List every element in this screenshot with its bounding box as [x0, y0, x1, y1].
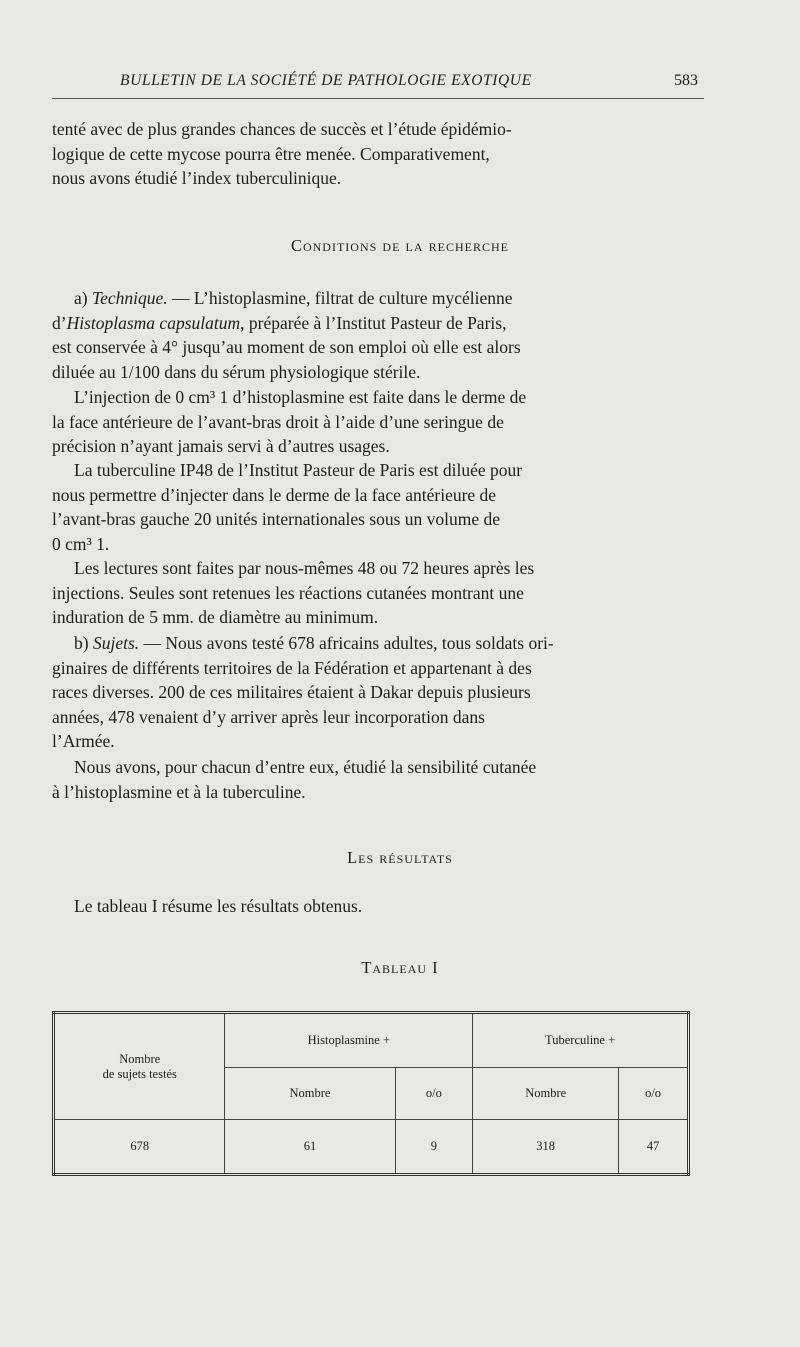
text-line: tenté avec de plus grandes chances de succès et l’étude épidémio-: [52, 119, 512, 139]
results-sentence: Le tableau I résume les résultats obtenus.: [74, 896, 363, 916]
running-header: [52, 72, 704, 99]
table-header-row: [54, 1013, 689, 1068]
dash: —: [139, 633, 166, 653]
table-title: Tableau I: [361, 958, 439, 977]
injection-paragraph: [52, 385, 698, 459]
table-row: [54, 1120, 689, 1175]
cell-tuber-pct: 47: [619, 1120, 689, 1175]
section-heading-resultats: Les résultats: [347, 848, 453, 867]
section-heading-conditions: Conditions de la recherche: [290, 236, 510, 255]
cell-subjects: 678: [54, 1120, 225, 1175]
subheader-nombre: Nombre: [473, 1067, 619, 1119]
text-line: Les lectures sont faites par nous-mêmes 48 ou 72 heures après les: [74, 558, 535, 578]
results-table-wrapper: [52, 1011, 690, 1176]
intro-paragraph: [52, 117, 698, 191]
header-subjects: [54, 1013, 225, 1120]
results-table: [52, 1011, 690, 1176]
subheader-pct: o/o: [395, 1067, 473, 1119]
text-line: logique de cette mycose pourra être menée. Comparativement,: [52, 143, 490, 164]
text-line: à l’histoplasmine et à la tuberculine.: [52, 781, 306, 802]
item-label: a): [74, 288, 88, 308]
text-line: nous permettre d’injecter dans le derme de la face antérieure de: [52, 484, 497, 505]
tuberculine-paragraph: [52, 458, 698, 556]
text-line: L’injection de 0 cm³ 1 d’histoplasmine est faite dans le derme de: [74, 387, 527, 407]
subheader-pct: o/o: [619, 1067, 689, 1119]
running-title: BULLETIN DE LA SOCIÉTÉ DE PATHOLOGIE EXOTIQUE: [120, 72, 532, 89]
text-line: l’avant-bras gauche 20 unités internationales sous un volume de: [52, 509, 501, 529]
lectures-paragraph: [52, 556, 698, 630]
item-label: b): [74, 633, 89, 653]
text-line: la face antérieure de l’avant-bras droit à l’aide d’une seringue de: [52, 411, 504, 432]
text-line: races diverses. 200 de ces militaires étaient à Dakar depuis plusieurs: [52, 682, 531, 702]
text-line: est conservée à 4° jusqu’au moment de son emploi où elle est alors: [52, 337, 521, 357]
text-line: l’Armée.: [52, 731, 115, 751]
text-line: Nous avons, pour chacun d’entre eux, étudié la sensibilité cutanée: [74, 757, 537, 777]
text-line: ginaires de différents territoires de la Fédération et appartenant à des: [52, 657, 532, 678]
text-fragment: L’histoplasmine, filtrat de culture mycélienne: [193, 288, 513, 308]
text-line: nous avons étudié l’index tuberculinique.: [52, 168, 342, 188]
text-line: précision n’ayant jamais servi à d’autres usages.: [52, 436, 390, 456]
text-line: 0 cm³ 1.: [52, 533, 110, 554]
text-line: [52, 631, 698, 656]
text-line: induration de 5 mm. de diamètre au minimum.: [52, 607, 379, 627]
item-title: Sujets.: [92, 633, 140, 653]
page-number: 583: [674, 72, 698, 89]
text-line: [52, 311, 698, 336]
text-fragment: Nous avons testé 678 africains adultes, tous soldats ori-: [165, 633, 554, 653]
text-fragment: d’: [52, 312, 67, 333]
text-line: La tuberculine IP48 de l’Institut Pasteur de Paris est diluée pour: [74, 460, 523, 480]
text-line: années, 478 venaient d’y arriver après leur incorporation dans: [52, 706, 485, 727]
header-tuberculine: Tuberculine +: [473, 1013, 689, 1068]
cell-tuber-nombre: 318: [473, 1120, 619, 1175]
cell-histo-nombre: 61: [225, 1120, 395, 1175]
text-line: [52, 286, 698, 311]
technique-paragraph: [52, 286, 698, 384]
sujets-paragraph: [52, 631, 698, 754]
header-text: Nombre: [119, 1051, 161, 1066]
text-line: injections. Seules sont retenues les réactions cutanées montrant une: [52, 582, 524, 603]
text-fragment: , préparée à l’Institut Pasteur de Paris,: [240, 312, 507, 333]
nous-paragraph: [52, 755, 698, 804]
subheader-nombre: Nombre: [225, 1067, 395, 1119]
dash: —: [167, 288, 194, 308]
species-name: Histoplasma capsulatum: [66, 312, 241, 333]
cell-histo-pct: 9: [395, 1120, 473, 1175]
item-title: Technique.: [91, 288, 168, 308]
text-line: diluée au 1/100 dans du sérum physiologique stérile.: [52, 361, 421, 382]
header-text: de sujets testés: [102, 1066, 177, 1081]
header-histoplasmine: Histoplasmine +: [225, 1013, 473, 1068]
